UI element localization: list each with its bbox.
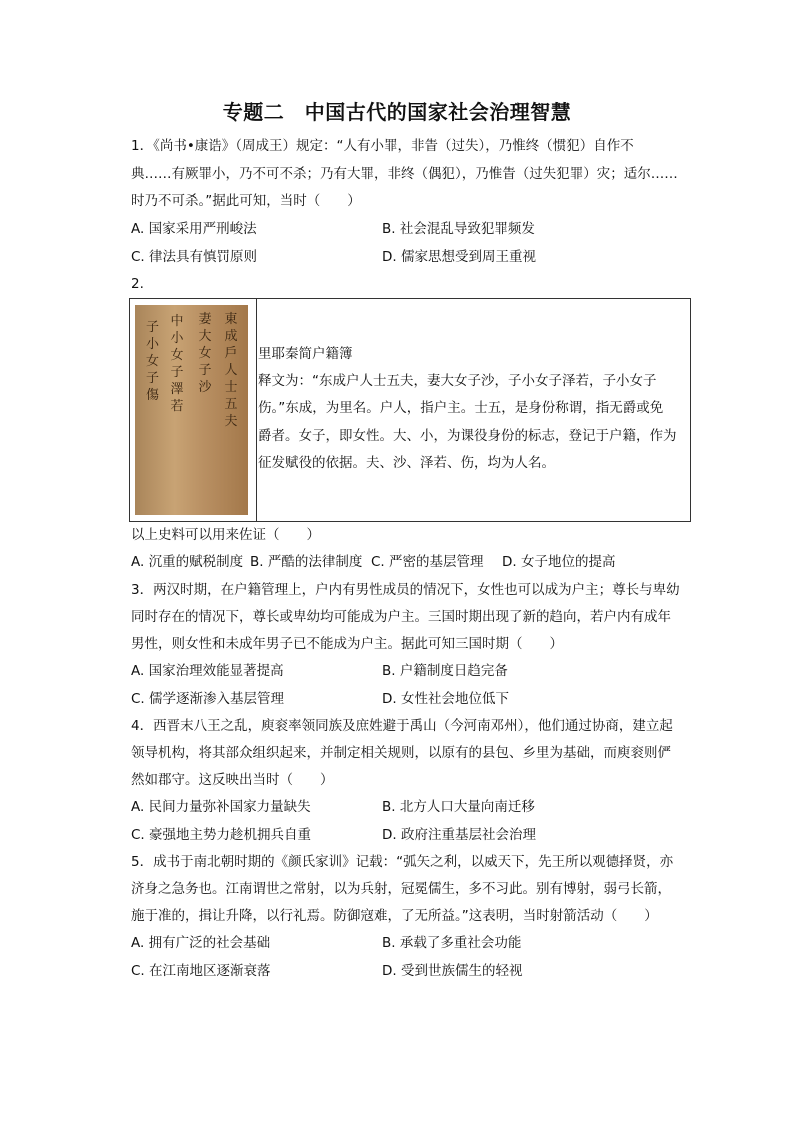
q3-line-1: 3．两汉时期，在户籍管理上，户内有男性成员的情况下，女性也可以成为户主；尊长与卑幼 bbox=[131, 582, 680, 598]
q5-option-a: A. 拥有广泛的社会基础 bbox=[131, 935, 271, 951]
q1-line-1: 1．《尚书•康诰》（周成王）规定：“人有小罪，非眚（过失），乃惟终（惯犯）自作不 bbox=[131, 138, 634, 154]
q3-option-c: C. 儒学逐渐渗入基层管理 bbox=[131, 691, 285, 707]
q5-option-c: C. 在江南地区逐渐衰落 bbox=[131, 963, 271, 979]
q4-option-c: C. 豪强地主势力趁机拥兵自重 bbox=[131, 827, 312, 843]
slip-column-4: 東成戶人士五夫 bbox=[224, 312, 238, 429]
q2-cell-line-1: 释文为：“东成户人士五夫，妻大女子沙，子小女子泽若，子小女子 bbox=[258, 373, 657, 389]
q3-option-d: D. 女性社会地位低下 bbox=[382, 691, 509, 707]
q1-line-3: 时乃不可杀。”据此可知，当时（ ） bbox=[131, 193, 361, 209]
q2-option-d: D. 女子地位的提高 bbox=[502, 554, 616, 570]
q1-option-d: D. 儒家思想受到周王重视 bbox=[382, 249, 536, 265]
q4-option-d: D. 政府注重基层社会治理 bbox=[382, 827, 536, 843]
q5-option-b: B. 承载了多重社会功能 bbox=[382, 935, 522, 951]
q1-option-c: C. 律法具有慎罚原则 bbox=[131, 249, 258, 265]
q2-cell-line-2: 伤。”东成，为里名。户人，指户主。士五，是身份称谓，指无爵或免 bbox=[258, 400, 664, 416]
q4-option-a: A. 民间力量弥补国家力量缺失 bbox=[131, 799, 311, 815]
q5-line-3: 施于准的，揖让升降，以行礼焉。防御寇难，了无所益。”这表明，当时射箭活动（ ） bbox=[131, 908, 658, 924]
table-divider bbox=[256, 299, 257, 521]
q1-option-b: B. 社会混乱导致犯罪频发 bbox=[382, 221, 535, 237]
q1-option-a: A. 国家采用严刑峻法 bbox=[131, 221, 257, 237]
q4-line-2: 领导机构，将其部众组织起来，并制定相关规则，以原有的县包、乡里为基础，而庾衮则俨 bbox=[131, 745, 671, 761]
q4-line-1: 4．西晋末八王之乱，庾衮率领同族及庶姓避于禹山（今河南邓州），他们通过协商，建立起 bbox=[131, 718, 673, 734]
slip-column-1: 子小女子傷 bbox=[145, 320, 159, 403]
bamboo-slip-image bbox=[135, 305, 248, 515]
q5-line-2: 济身之急务也。江南谓世之常射，以为兵射，冠冕儒生，多不习此。别有博射，弱弓长箭， bbox=[131, 881, 671, 897]
q2-number: 2. bbox=[131, 276, 144, 292]
q4-option-b: B. 北方人口大量向南迁移 bbox=[382, 799, 535, 815]
q5-line-1: 5．成书于南北朝时期的《颜氏家训》记载：“弧矢之利，以威天下，先王所以观德择贤，亦 bbox=[131, 854, 674, 870]
q2-option-b: B. 严酷的法律制度 bbox=[250, 554, 363, 570]
q4-line-3: 然如郡守。这反映出当时（ ） bbox=[131, 772, 334, 788]
q2-option-c: C. 严密的基层管理 bbox=[371, 554, 484, 570]
q2-cell-heading: 里耶秦简户籍簿 bbox=[258, 346, 353, 362]
q2-cell-line-4: 征发赋役的依据。夫、沙、泽若、伤，均为人名。 bbox=[258, 455, 555, 471]
q5-option-d: D. 受到世族儒生的轻视 bbox=[382, 963, 523, 979]
slip-column-3: 妻大女子沙 bbox=[198, 312, 212, 395]
q2-cell-line-3: 爵者。女子，即女性。大、小，为课役身份的标志，登记于户籍，作为 bbox=[258, 428, 677, 444]
slip-column-2: 中小女子澤若 bbox=[170, 314, 184, 414]
q3-option-a: A. 国家治理效能显著提高 bbox=[131, 663, 284, 679]
q1-line-2: 典……有厥罪小，乃不可不杀；乃有大罪，非终（偶犯），乃惟眚（过失犯罪）灾；适尔…… bbox=[131, 166, 678, 182]
page-title: 专题二 中国古代的国家社会治理智慧 bbox=[222, 100, 572, 124]
q2-option-a: A. 沉重的赋税制度 bbox=[131, 554, 244, 570]
q2-stem: 以上史料可以用来佐证（ ） bbox=[131, 527, 320, 543]
q3-line-3: 男性，则女性和未成年男子已不能成为户主。据此可知三国时期（ ） bbox=[131, 636, 563, 652]
q2-source-table bbox=[129, 298, 691, 522]
q3-line-2: 同时存在的情况下，尊长或卑幼均可能成为户主。三国时期出现了新的趋向，若户内有成年 bbox=[131, 609, 671, 625]
q3-option-b: B. 户籍制度日趋完备 bbox=[382, 663, 508, 679]
